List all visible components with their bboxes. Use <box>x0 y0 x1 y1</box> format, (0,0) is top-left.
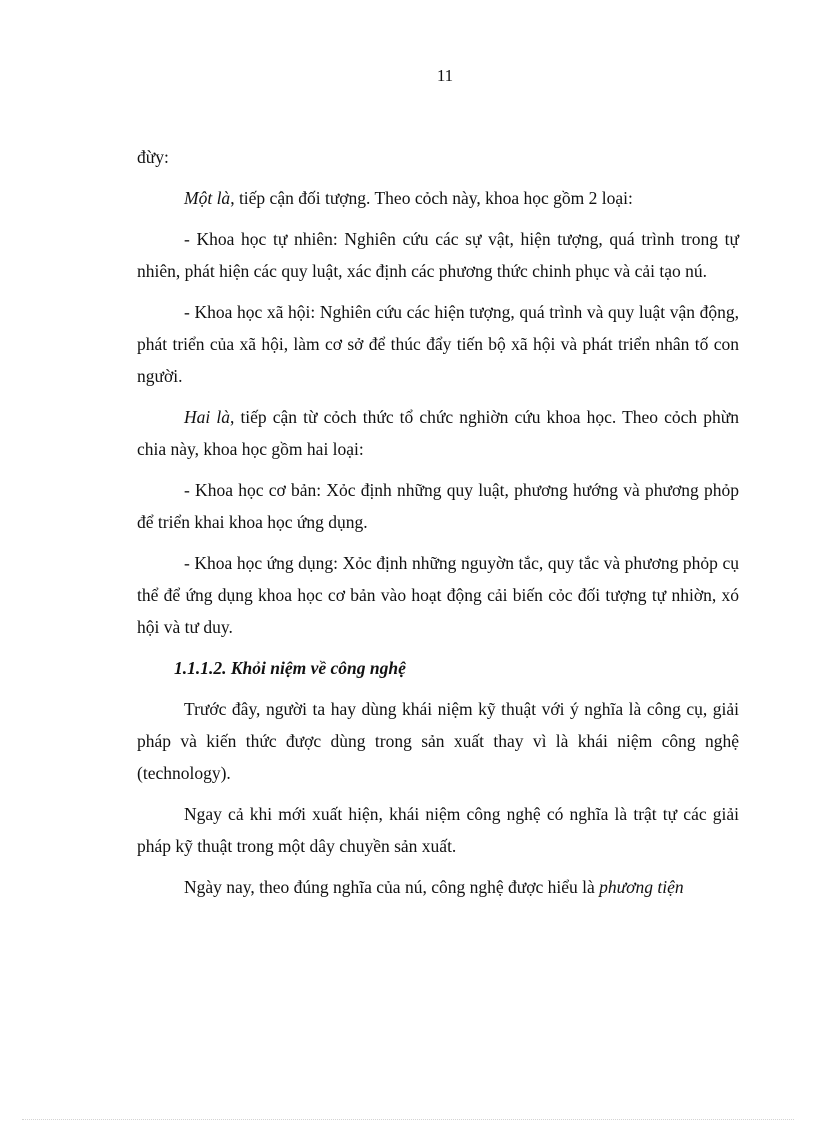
page-bottom-divider <box>22 1119 794 1120</box>
section-heading: 1.1.1.2. Khỏi niệm về công nghệ <box>174 658 406 678</box>
paragraph-text: Ngày nay, theo đúng nghĩa của nú, công nghệ được hiểu là <box>184 877 600 897</box>
paragraph: - Khoa học xã hội: Nghiên cứu các hiện tượng, quá trình và quy luật vận động, phát triển của xã hội, làm cơ sở để thúc đẩy tiến bộ xã hội và phát triển nhân tố con người. <box>137 302 739 386</box>
emphasis: Hai là <box>184 407 230 427</box>
paragraph <box>137 182 739 214</box>
paragraph: - Khoa học tự nhiên: Nghiên cứu các sự vật, hiện tượng, quá trình trong tự nhiên, phát hiện các quy luật, xác định các phương thức chinh phục và cải tạo nú. <box>137 229 739 281</box>
paragraph: đừy: <box>137 147 169 167</box>
emphasis: Một là <box>184 188 231 208</box>
emphasis: phương tiện <box>599 877 684 897</box>
page-number: 11 <box>436 66 454 85</box>
paragraph-text: , tiếp cận từ cỏch thức tổ chức nghiờn cứu khoa học. Theo cỏch phừn chia này, khoa học gồm hai loại: <box>137 407 739 459</box>
paragraph: Ngay cả khi mới xuất hiện, khái niệm công nghệ có nghĩa là trật tự các giải pháp kỹ thuật trong một dây chuyền sản xuất. <box>137 804 739 856</box>
paragraph: - Khoa học cơ bản: Xỏc định những quy luật, phương hướng và phương phỏp để triển khai khoa học ứng dụng. <box>137 480 739 532</box>
document-body <box>137 141 739 912</box>
paragraph-text: , tiếp cận đối tượng. Theo cỏch này, khoa học gồm 2 loại: <box>230 188 633 208</box>
paragraph: - Khoa học ứng dụng: Xỏc định những nguyờn tắc, quy tắc và phương phỏp cụ thể để ứng dụng khoa học cơ bản vào hoạt động cải biến cỏc đối tượng tự nhiờn, xó hội và tư duy. <box>137 553 739 637</box>
paragraph <box>137 401 739 465</box>
paragraph <box>137 871 739 903</box>
paragraph: Trước đây, người ta hay dùng khái niệm kỹ thuật với ý nghĩa là công cụ, giải pháp và kiến thức được dùng trong sản xuất thay vì là khái niệm công nghệ (technology). <box>137 699 739 783</box>
